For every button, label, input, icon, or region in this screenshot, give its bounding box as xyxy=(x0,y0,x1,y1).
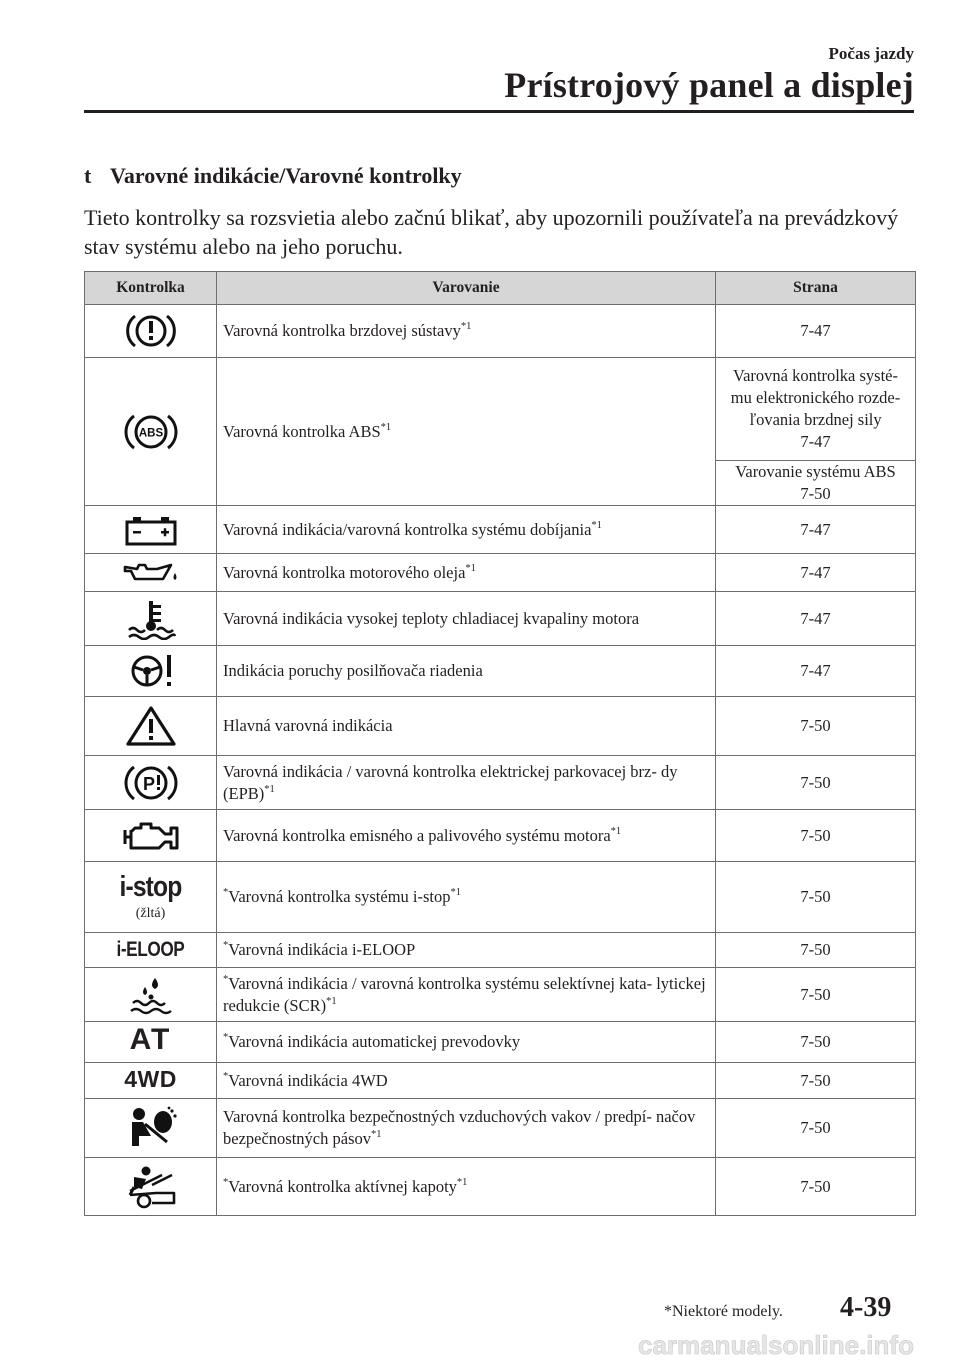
battery-icon xyxy=(123,514,179,546)
table-row xyxy=(85,1022,916,1063)
svg-text:ABS: ABS xyxy=(138,427,163,439)
intro-paragraph: Tieto kontrolky sa rozsvietia alebo začnú blikať, aby upozornili používateľa na prevádzkový stav systému alebo na jeho poruchu. xyxy=(84,205,899,259)
model-note-mark: * xyxy=(223,1176,229,1188)
warning-text: Varovná indikácia / varovná kontrolka systému selektívnej kata- lytickej redukcie (SCR) xyxy=(223,973,706,1015)
master-warning-icon xyxy=(125,705,177,747)
indicator-cell xyxy=(85,1158,217,1216)
page-cell: 7-50 xyxy=(716,756,916,810)
table-row xyxy=(85,1158,916,1216)
svg-text:P: P xyxy=(142,773,155,794)
table-row xyxy=(85,968,916,1022)
warning-cell xyxy=(217,1022,716,1063)
warning-text: Varovná indikácia 4WD xyxy=(228,1070,388,1090)
coolant-temperature-icon xyxy=(123,598,179,640)
indicator-cell xyxy=(85,592,217,646)
model-note-mark: * xyxy=(223,887,229,898)
footnote-ref: *1 xyxy=(591,519,602,531)
sub-page: 7-50 xyxy=(800,484,831,503)
indicator-cell xyxy=(85,305,217,358)
footnote-ref: *1 xyxy=(371,1129,382,1140)
warning-text: Hlavná varovná indikácia xyxy=(223,716,393,735)
table-row xyxy=(85,1063,916,1099)
warning-text: Varovná kontrolka brzdovej sústavy xyxy=(223,321,461,340)
brake-warning-icon xyxy=(122,311,180,351)
page-cell xyxy=(716,358,916,461)
footnote-ref: *1 xyxy=(264,783,275,795)
table-row xyxy=(85,933,916,968)
page-cell: 7-47 xyxy=(716,646,916,697)
footnote-ref: *1 xyxy=(610,825,622,837)
indicator-cell xyxy=(85,1022,217,1063)
warning-cell xyxy=(217,756,716,810)
warning-text: Varovná kontrolka motorového oleja xyxy=(223,562,466,582)
running-header-title: Prístrojový panel a displej xyxy=(504,65,914,105)
warning-cell xyxy=(217,358,716,506)
section-marker: t xyxy=(84,163,92,188)
table-row xyxy=(85,554,916,592)
section-title: Varovné indikácie/Varovné kontrolky xyxy=(110,163,462,188)
warning-cell xyxy=(217,1099,716,1158)
table-row xyxy=(85,506,916,554)
warning-text: Varovná indikácia i-ELOOP xyxy=(228,940,416,959)
page-cell: 7-47 xyxy=(716,592,916,646)
warning-text: Varovná kontrolka systému i-stop xyxy=(228,887,451,906)
footnote-ref: *1 xyxy=(465,562,476,574)
warning-text: Varovná indikácia vysokej teploty chladiacej kvapaliny motora xyxy=(223,608,640,628)
sub-warning-text: Varovná kontrolka systé- mu elektronického rozde- ľovania brzdnej sily xyxy=(730,366,901,429)
warning-text: Varovná kontrolka aktívnej kapoty xyxy=(228,1176,457,1196)
indicator-cell xyxy=(85,1063,217,1099)
warning-text: Varovná kontrolka ABS xyxy=(223,421,381,441)
warning-cell xyxy=(217,554,716,592)
table-row xyxy=(85,305,916,358)
page-cell: 7-47 xyxy=(716,305,916,358)
page-cell: 7-50 xyxy=(716,1158,916,1216)
oil-can-icon xyxy=(121,559,181,587)
column-header-page: Strana xyxy=(716,272,916,305)
epb-warning-icon xyxy=(121,762,181,804)
model-note-mark: * xyxy=(223,940,229,951)
page-cell xyxy=(716,461,916,506)
warning-text: Varovná kontrolka bezpečnostných vzduchových vakov / predpí- načov bezpečnostných pásov xyxy=(223,1107,696,1148)
table-row xyxy=(85,646,916,697)
footnote-ref: *1 xyxy=(456,1176,468,1188)
warning-cell xyxy=(217,592,716,646)
table-row xyxy=(85,1099,916,1158)
abs-warning-icon xyxy=(121,411,181,453)
page-cell: 7-50 xyxy=(716,968,916,1022)
scr-warning-icon xyxy=(123,975,179,1015)
header-divider xyxy=(84,110,914,113)
airbag-warning-icon xyxy=(123,1106,179,1150)
warning-text: Varovná indikácia automatickej prevodovky xyxy=(228,1032,521,1051)
page-cell: 7-50 xyxy=(716,1022,916,1063)
warning-cell xyxy=(217,305,716,358)
at-warning-icon: AT xyxy=(129,1023,172,1056)
indicator-cell xyxy=(85,968,217,1022)
table-row xyxy=(85,756,916,810)
indicator-cell xyxy=(85,697,217,756)
warning-text: Varovná kontrolka emisného a palivového systému motora xyxy=(223,825,611,845)
icon-caption: (žltá) xyxy=(135,906,166,921)
indicator-cell xyxy=(85,933,217,968)
warning-text: Varovná indikácia / varovná kontrolka elektrickej parkovacej brz- dy (EPB) xyxy=(223,761,678,803)
indicator-cell xyxy=(85,358,217,506)
table-row xyxy=(85,592,916,646)
indicator-cell xyxy=(85,646,217,697)
steering-wheel-warning-icon xyxy=(123,651,179,691)
page-cell: 7-50 xyxy=(716,1063,916,1099)
footnote-ref: *1 xyxy=(450,887,462,898)
warning-cell xyxy=(217,933,716,968)
page-cell: 7-50 xyxy=(716,862,916,933)
watermark: carmanualsonline.info xyxy=(638,1330,914,1360)
running-header-section: Počas jazdy xyxy=(828,44,914,63)
column-header-warning: Varovanie xyxy=(217,272,716,305)
indicator-cell xyxy=(85,756,217,810)
active-bonnet-icon xyxy=(122,1165,180,1209)
footnote-ref: *1 xyxy=(460,321,472,332)
warning-cell xyxy=(217,646,716,697)
page-number: 4-39 xyxy=(840,1292,892,1323)
model-note-mark: * xyxy=(223,1070,229,1082)
i-stop-icon: i-stop xyxy=(119,871,182,903)
warning-indicator-table xyxy=(84,271,916,1216)
warning-cell xyxy=(217,810,716,862)
footnote-ref: *1 xyxy=(326,995,337,1007)
model-note-mark: * xyxy=(223,973,229,985)
page-cell: 7-50 xyxy=(716,933,916,968)
indicator-cell xyxy=(85,554,217,592)
warning-cell xyxy=(217,1158,716,1216)
indicator-cell xyxy=(85,1099,217,1158)
indicator-cell xyxy=(85,810,217,862)
warning-text: Indikácia poruchy posilňovača riadenia xyxy=(223,661,483,680)
page-cell: 7-47 xyxy=(716,506,916,554)
warning-cell xyxy=(217,862,716,933)
page-cell: 7-47 xyxy=(716,554,916,592)
sub-page: 7-47 xyxy=(800,432,831,451)
footnote: *Niektoré modely. xyxy=(664,1303,783,1320)
warning-cell xyxy=(217,1063,716,1099)
warning-cell xyxy=(217,506,716,554)
warning-cell xyxy=(217,697,716,756)
check-engine-icon xyxy=(119,818,183,854)
table-row xyxy=(85,697,916,756)
footnote-ref: *1 xyxy=(380,421,392,433)
table-header-row xyxy=(85,272,916,305)
table-row xyxy=(85,862,916,933)
indicator-cell xyxy=(85,862,217,933)
warning-cell xyxy=(217,968,716,1022)
column-header-indicator: Kontrolka xyxy=(85,272,217,305)
table-row xyxy=(85,810,916,862)
warning-text: Varovná indikácia/varovná kontrolka systému dobíjania xyxy=(223,519,592,539)
model-note-mark: * xyxy=(223,1032,229,1043)
table-row xyxy=(85,358,916,461)
indicator-cell xyxy=(85,506,217,554)
page-cell: 7-50 xyxy=(716,810,916,862)
page-cell: 7-50 xyxy=(716,697,916,756)
sub-warning-text: Varovanie systému ABS xyxy=(735,462,896,481)
page-cell: 7-50 xyxy=(716,1099,916,1158)
i-eloop-icon: i-ELOOP xyxy=(116,937,185,961)
4wd-warning-icon: 4WD xyxy=(124,1066,177,1092)
